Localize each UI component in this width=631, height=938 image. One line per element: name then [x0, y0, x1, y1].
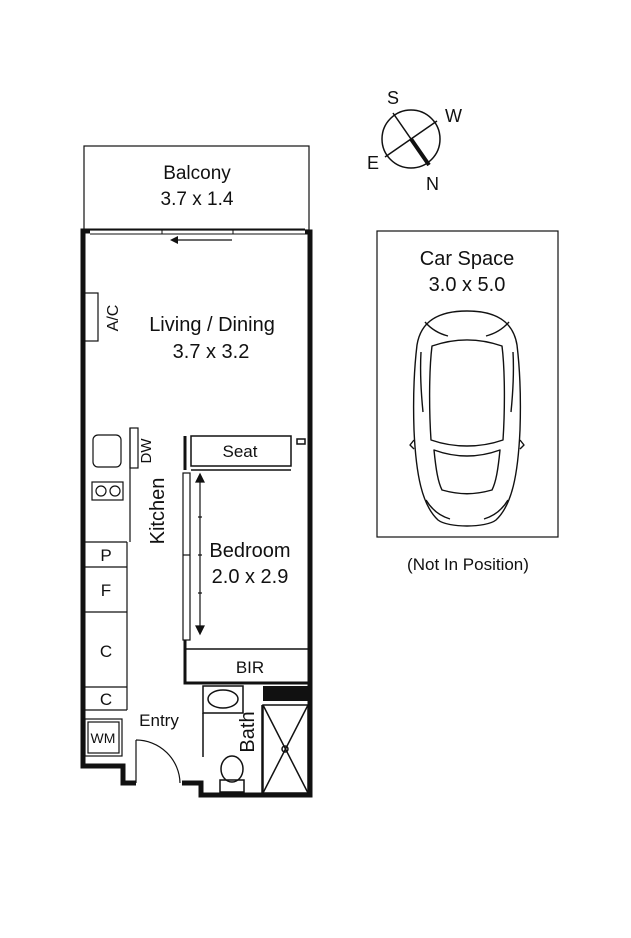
washing-machine-label: WM	[90, 730, 116, 746]
dishwasher-label: DW	[138, 438, 155, 464]
entry-door	[136, 740, 180, 783]
compass-south-label: S	[387, 88, 400, 108]
sliding-door	[90, 229, 305, 244]
compass-north-label: N	[426, 174, 439, 194]
bath-label: Bath	[237, 711, 259, 753]
compass-east-label: E	[367, 153, 380, 173]
cupboard-label: C	[99, 642, 113, 661]
bedroom-label: Bedroom	[209, 540, 291, 562]
cupboard-label-2: C	[99, 690, 113, 709]
car-space-note: (Not In Position)	[407, 555, 529, 574]
car-space	[377, 231, 558, 537]
living-dining-label: Living / Dining	[149, 314, 275, 336]
fridge-label: F	[100, 581, 112, 600]
seat-label: Seat	[222, 442, 258, 461]
bedroom-size: 2.0 x 2.9	[211, 566, 289, 588]
kitchen-bench	[92, 428, 138, 542]
balcony-label: Balcony	[163, 163, 231, 184]
compass	[367, 88, 462, 194]
ac-label: A/C	[105, 304, 122, 332]
balcony	[84, 146, 309, 230]
entry-label: Entry	[139, 711, 179, 730]
living-dining-size: 3.7 x 3.2	[172, 341, 250, 363]
balcony-size: 3.7 x 1.4	[160, 189, 234, 210]
pantry-label: P	[100, 546, 112, 565]
kitchen-label: Kitchen	[147, 477, 169, 545]
bir-label: BIR	[235, 658, 265, 677]
compass-west-label: W	[445, 106, 462, 126]
bedroom-sliding-door	[183, 473, 204, 640]
air-conditioner	[84, 293, 122, 341]
car-space-size: 3.0 x 5.0	[428, 274, 506, 296]
car-icon	[410, 311, 524, 526]
car-space-label: Car Space	[419, 248, 515, 270]
